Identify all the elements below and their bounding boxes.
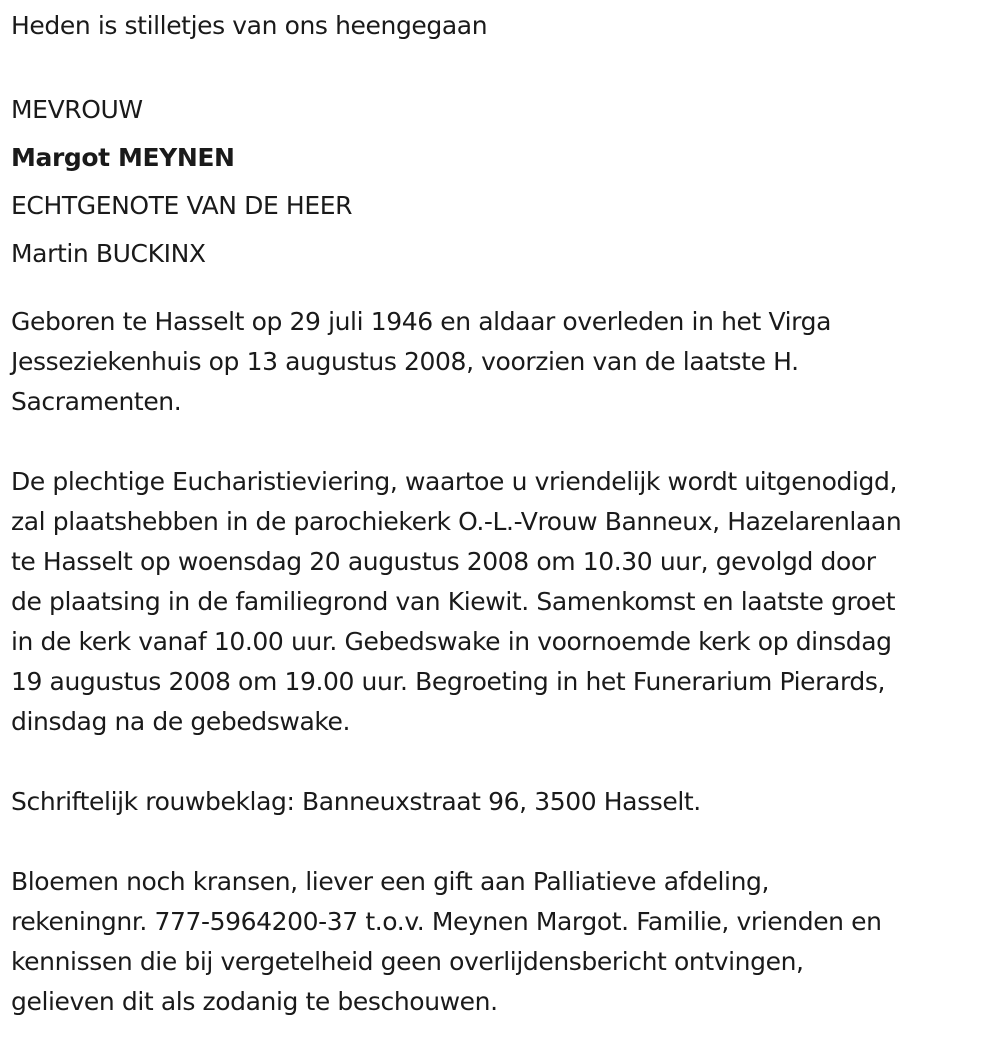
spacer: [11, 46, 996, 86]
paragraph-line: Jesseziekenhuis op 13 augustus 2008, voorzien van de laatste H.: [11, 347, 799, 376]
deceased-header: [11, 86, 996, 278]
birth-death-paragraph: [11, 302, 996, 422]
paragraph-line: zal plaatshebben in de parochiekerk O.-L.-Vrouw Banneux, Hazelarenlaan: [11, 507, 902, 536]
paragraph-line: gelieven dit als zodanig te beschouwen.: [11, 987, 498, 1016]
title-text: MEVROUW: [11, 95, 143, 124]
paragraph-line: 19 augustus 2008 om 19.00 uur. Begroeting in het Funerarium Pierards,: [11, 667, 886, 696]
relation-text: ECHTGENOTE VAN DE HEER: [11, 191, 353, 220]
spacer: [11, 742, 996, 782]
ceremony-paragraph: [11, 462, 996, 742]
deceased-name: Margot MEYNEN: [11, 143, 235, 172]
spacer: [11, 278, 996, 302]
flowers-paragraph: [11, 862, 996, 1022]
paragraph-line: te Hasselt op woensdag 20 augustus 2008 om 10.30 uur, gevolgd door: [11, 547, 876, 576]
paragraph-line: Sacramenten.: [11, 387, 182, 416]
paragraph-line: kennissen die bij vergetelheid geen overlijdensbericht ontvingen,: [11, 947, 804, 976]
paragraph-line: rekeningnr. 777-5964200-37 t.o.v. Meynen Margot. Familie, vrienden en: [11, 907, 882, 936]
spacer: [11, 422, 996, 462]
paragraph-line: in de kerk vanaf 10.00 uur. Gebedswake in voornoemde kerk op dinsdag: [11, 627, 892, 656]
paragraph-line: de plaatsing in de familiegrond van Kiewit. Samenkomst en laatste groet: [11, 587, 896, 616]
death-notice: [11, 6, 996, 1022]
paragraph-line: Geboren te Hasselt op 29 juli 1946 en aldaar overleden in het Virga: [11, 307, 831, 336]
spacer: [11, 822, 996, 862]
paragraph-line: De plechtige Eucharistieviering, waartoe u vriendelijk wordt uitgenodigd,: [11, 467, 898, 496]
intro-text: Heden is stilletjes van ons heengegaan: [11, 11, 488, 40]
condolences-text: Schriftelijk rouwbeklag: Banneuxstraat 96, 3500 Hasselt.: [11, 787, 701, 816]
paragraph-line: Bloemen noch kransen, liever een gift aan Palliatieve afdeling,: [11, 867, 770, 896]
paragraph-line: dinsdag na de gebedswake.: [11, 707, 351, 736]
spouse-name: Martin BUCKINX: [11, 239, 206, 268]
